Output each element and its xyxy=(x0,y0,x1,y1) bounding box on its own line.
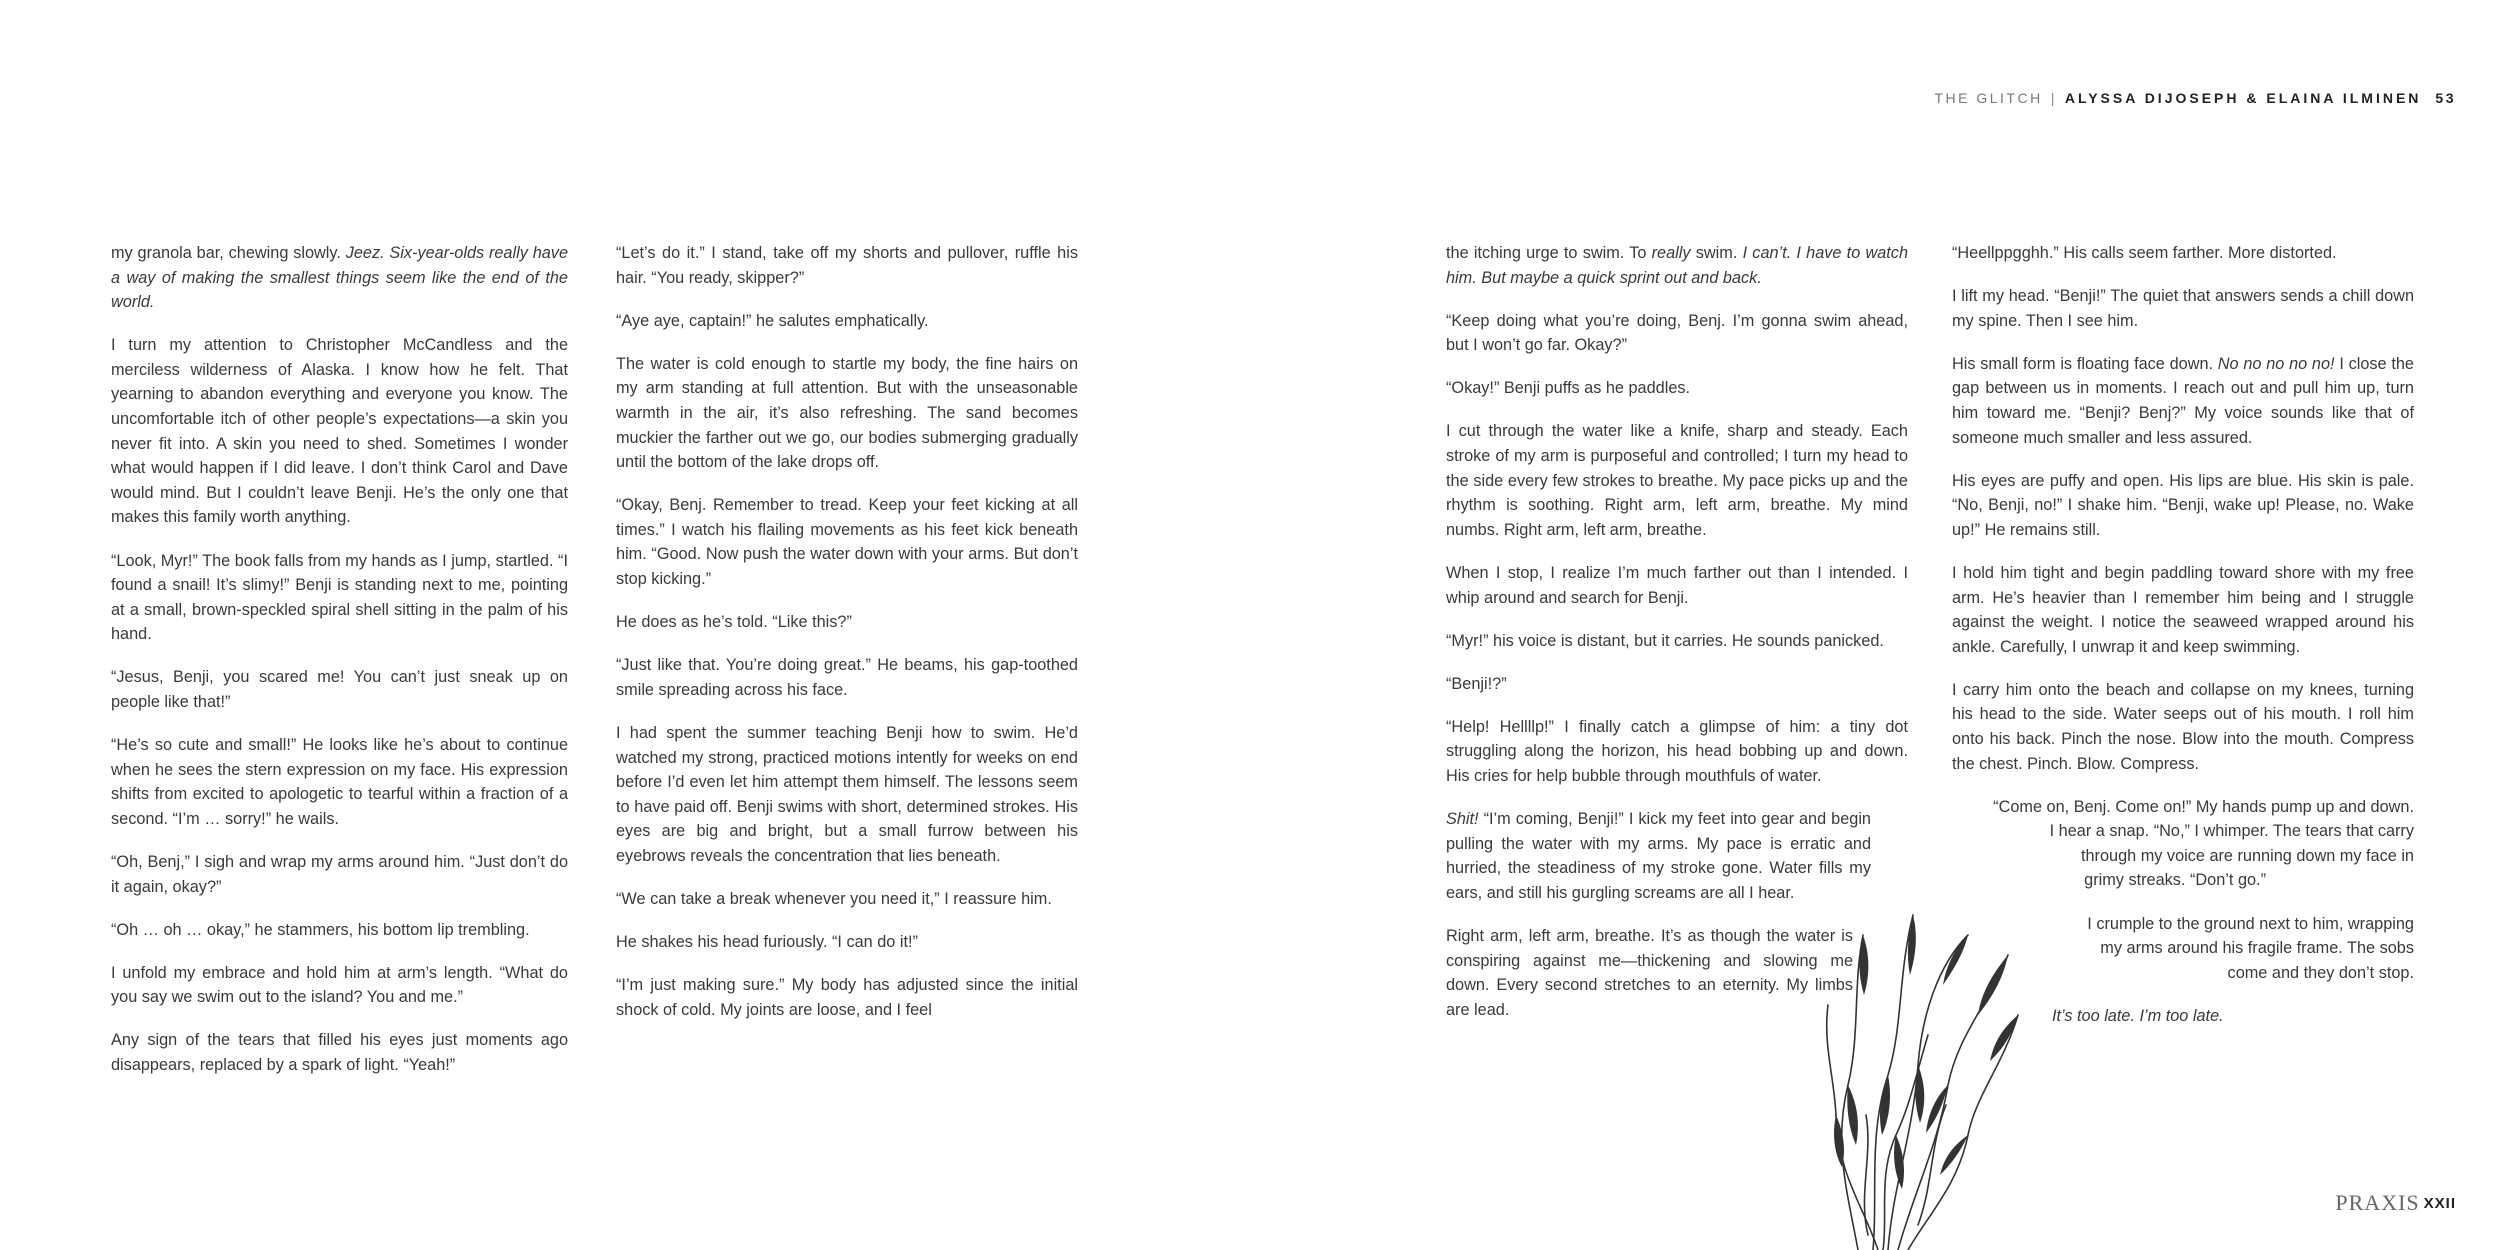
folio-number: XXII xyxy=(2423,1194,2456,1212)
paragraph: “Look, Myr!” The book falls from my hands as I jump, startled. “I found a snail! It’s slimy!” Benji is standing next to me, pointing at a small, brown-speckled spiral shell sitting in the palm of his hand. xyxy=(111,551,568,644)
paragraph: “Keep doing what you’re doing, Benj. I’m gonna swim ahead, but I won’t go far. Okay?” xyxy=(1446,311,1908,355)
paragraph: “Jesus, Benji, you scared me! You can’t just sneak up on people like that!” xyxy=(111,668,568,711)
paragraph: “Oh … oh … okay,” he stammers, his bottom lip trembling. xyxy=(111,920,530,939)
paragraph: Shit! “I’m coming, Benji!” I kick my feet into gear and begin pulling the water with my arms. My pace is erratic and hurried, the steadiness of my stroke gone. Water fills my ears, and still his gurgling screams are all I hear. xyxy=(1446,810,1871,902)
praxis-logo: PRAXIS xyxy=(2335,1190,2420,1215)
header-separator: | xyxy=(2050,90,2057,106)
paragraph: “Okay!” Benji puffs as he paddles. xyxy=(1446,379,1691,398)
seaweed-illustration xyxy=(1818,895,2038,1250)
paragraph: I turn my attention to Christopher McCandless and the merciless wilderness of Alaska. I know how he felt. That yearning to abandon everything and everyone you know. The uncomfortable itch of other people’s expectations—a skin you never fit into. A skin you need to shed. Sometimes I wonder what would happen if I did leave. I don’t think Carol and Dave would mind. But I couldn’t leave Benji. He’s the only one that makes this family worth anything. xyxy=(111,336,568,527)
paragraph: “Let’s do it.” I stand, take off my shorts and pullover, ruffle his hair. “You ready, skipper?” xyxy=(616,244,1078,287)
paragraph: “He’s so cute and small!” He looks like he’s about to continue when he sees the stern expression on my face. His expression shifts from excited to apologetic to tearful within a fraction of a second. “I’m … sorry!” he wails. xyxy=(111,736,568,828)
paragraph: “Just like that. You’re doing great.” He beams, his gap-toothed smile spreading across his face. xyxy=(616,656,1078,699)
paragraph: When I stop, I realize I’m much farther out than I intended. I whip around and search for Benji. xyxy=(1446,563,1908,607)
series-title: THE GLITCH xyxy=(1934,90,2043,106)
paragraph: “Okay, Benj. Remember to tread. Keep your feet kicking at all times.” I watch his flailing movements as his feet kick beneath him. “Good. Now push the water down with your arms. But don’t stop kicking.” xyxy=(616,496,1078,589)
paragraph: I had spent the summer teaching Benji how to swim. He’d watched my strong, practiced motions intently for weeks on end before I’d even let him attempt them himself. The lessons seem to have paid off. Benji swims with short, determined strokes. His eyes are big and bright, but a small furrow between his eyebrows reveals the concentration that lies beneath. xyxy=(616,723,1078,865)
text-column-1 xyxy=(111,241,568,1096)
paragraph: He does as he’s told. “Like this?” xyxy=(616,613,852,632)
closing-line: It’s too late. I’m too late. xyxy=(2052,1006,2224,1025)
paragraph: I lift my head. “Benji!” The quiet that answers sends a chill down my spine. Then I see him. xyxy=(1952,287,2414,330)
text-column-2 xyxy=(616,241,1078,1041)
paragraph: I cut through the water like a knife, sharp and steady. Each stroke of my arm is purposeful and controlled; I turn my head to the side every few strokes to breathe. My pace picks up and the rhythm is soothing. Right arm, left arm, breathe. My mind numbs. Right arm, left arm, breathe. xyxy=(1446,422,1908,539)
paragraph: the itching urge to swim. To really swim. I can’t. I have to watch him. But maybe a quick sprint out and back. xyxy=(1446,244,1908,287)
paragraph: Any sign of the tears that filled his eyes just moments ago disappears, replaced by a spark of light. “Yeah!” xyxy=(111,1031,568,1075)
paragraph: “Benji!?” xyxy=(1446,674,1507,693)
paragraph: I carry him onto the beach and collapse on my knees, turning his head to the side. Water seeps out of his mouth. I roll him onto his back. Pinch the nose. Blow into the mouth. Compress the chest. Pinch. Blow. Compress. xyxy=(1952,680,2414,773)
paragraph: The water is cold enough to startle my body, the fine hairs on my arm standing at full attention. But with the unseasonable warmth in the air, it’s also refreshing. The sand becomes muckier the farther out we go, our bodies submerging gradually until the bottom of the lake drops off. xyxy=(616,354,1078,472)
paragraph: I unfold my embrace and hold him at arm’s length. “What do you say we swim out to the island? You and me.” xyxy=(111,963,568,1007)
paragraph: “I’m just making sure.” My body has adjusted since the initial shock of cold. My joints are loose, and I feel xyxy=(616,976,1078,1019)
page-number: 53 xyxy=(2435,90,2456,106)
paragraph: “Help! Hellllp!” I finally catch a glimpse of him: a tiny dot struggling along the horizon, his head bobbing up and down. His cries for help bubble through mouthfuls of water. xyxy=(1446,717,1908,785)
paragraph: He shakes his head furiously. “I can do it!” xyxy=(616,933,918,952)
paragraph: “Aye aye, captain!” he salutes emphatically. xyxy=(616,311,929,330)
paragraph: I crumple to the ground next to him, wrapping my arms around his fragile frame. The sobs come and they don’t stop. xyxy=(2087,914,2414,982)
paragraph: His small form is floating face down. No no no no no! I close the gap between us in moments. I reach out and pull him up, turn him toward me. “Benji? Benj?” My voice sounds like that of someone much smaller and less assured. xyxy=(1952,354,2414,447)
page-footer xyxy=(2335,1190,2456,1216)
paragraph: my granola bar, chewing slowly. Jeez. Six-year-olds really have a way of making the smallest things seem like the end of the world. xyxy=(111,244,568,312)
paragraph: His eyes are puffy and open. His lips are blue. His skin is pale. “No, Benji, no!” I shake him. “Benji, wake up! Please, no. Wake up!” He remains still. xyxy=(1952,471,2414,539)
paragraph: Right arm, left arm, breathe. It’s as though the water is conspiring against me—thickening and slowing me down. Every second stretches to an eternity. My limbs are lead. xyxy=(1446,926,1853,1019)
paragraph: “We can take a break whenever you need it,” I reassure him. xyxy=(616,889,1052,908)
paragraph: “Heellppgghh.” His calls seem farther. More distorted. xyxy=(1952,244,2337,262)
running-header xyxy=(1934,90,2456,106)
author-names: ALYSSA DIJOSEPH & ELAINA ILMINEN xyxy=(2064,90,2422,106)
paragraph: “Come on, Benj. Come on!” My hands pump up and down. I hear a snap. “No,” I whimper. The tears that carry through my voice are running down my face in grimy streaks. “Don’t go.” xyxy=(1993,797,2414,890)
paragraph: “Myr!” his voice is distant, but it carries. He sounds panicked. xyxy=(1446,631,1884,650)
paragraph: “Oh, Benj,” I sigh and wrap my arms around him. “Just don’t do it again, okay?” xyxy=(111,852,568,896)
paragraph: I hold him tight and begin paddling toward shore with my free arm. He’s heavier than I remember him being and I struggle against the weight. I notice the seaweed wrapped around his ankle. Carefully, I unwrap it and keep swimming. xyxy=(1952,563,2414,656)
